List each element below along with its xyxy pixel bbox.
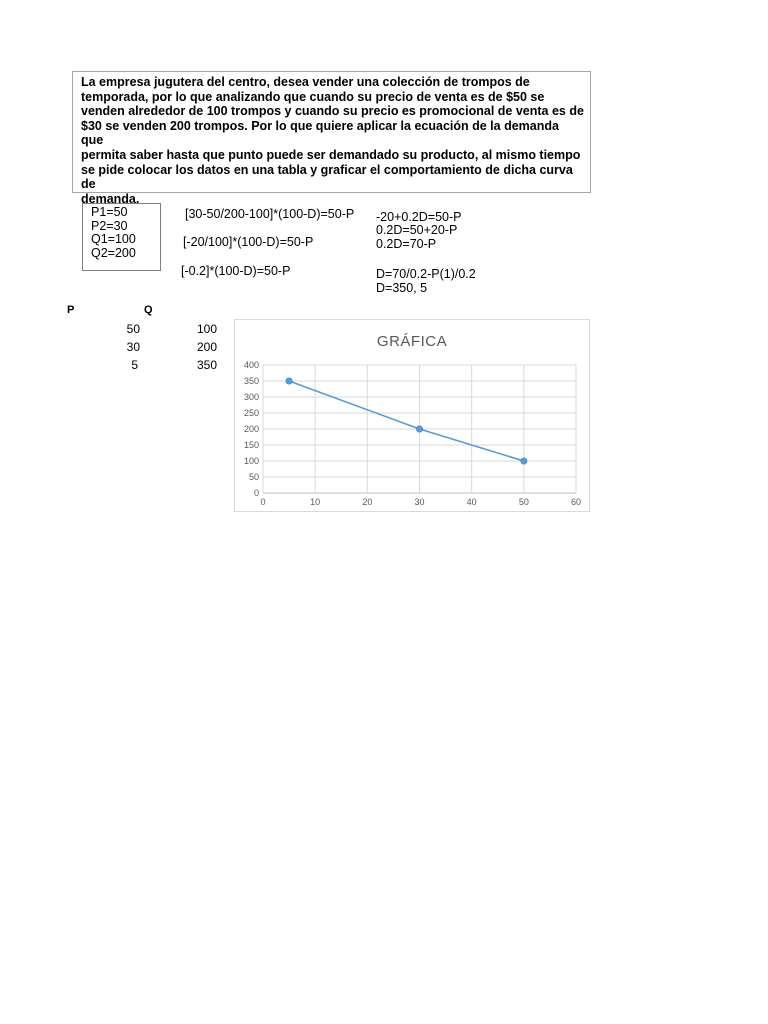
- step-left-1: [30-50/200-100]*(100-D)=50-P: [185, 207, 355, 221]
- x-tick-label: 10: [310, 497, 321, 507]
- variables-box: [82, 203, 161, 271]
- step-left-2: [-20/100]*(100-D)=50-P: [183, 235, 314, 249]
- step-right-5: D=350, 5: [376, 281, 428, 295]
- y-tick-label: 200: [243, 424, 259, 434]
- y-tick-label: 0: [253, 488, 259, 498]
- x-tick-label: 20: [362, 497, 373, 507]
- problem-line: permita saber hasta que punto puede ser demandado su producto, al mismo tiempo: [81, 147, 581, 162]
- data-point: [416, 426, 422, 432]
- x-tick-label: 50: [518, 497, 529, 507]
- chart-title: GRÁFICA: [376, 333, 448, 350]
- problem-line: La empresa jugutera del centro, desea vender una colección de trompos de: [81, 75, 530, 89]
- table-cell-p: 5: [131, 358, 138, 372]
- y-tick-label: 150: [243, 440, 259, 450]
- y-tick-label: 250: [243, 408, 259, 418]
- problem-line: $30 se venden 200 trompos. Por lo que quiere aplicar la ecuación de la demanda que: [81, 118, 559, 148]
- demand-chart: [234, 319, 590, 512]
- table-header-p: P: [67, 304, 75, 316]
- chart-svg: [235, 320, 589, 511]
- problem-line: demanda.: [81, 191, 140, 206]
- table-cell-p: 30: [126, 340, 140, 354]
- step-right-3: 0.2D=70-P: [376, 237, 437, 251]
- problem-line: venden alrededor de 100 trompos y cuando su precio es promocional de venta es de: [81, 104, 584, 119]
- y-tick-label: 100: [243, 456, 259, 466]
- table-cell-q: 350: [196, 358, 217, 372]
- variable-p2: P2=30: [91, 218, 128, 233]
- x-tick-label: 40: [466, 497, 477, 507]
- x-tick-label: 30: [414, 497, 425, 507]
- demand-series-line: [289, 381, 524, 461]
- problem-line: temporada, por lo que analizando que cuando su precio de venta es de $50 se: [81, 89, 545, 104]
- table-header-q: Q: [144, 304, 153, 316]
- x-tick-label: 0: [260, 497, 266, 507]
- x-tick-label: 60: [570, 497, 582, 507]
- y-tick-label: 50: [248, 472, 259, 482]
- variable-p1: P1=50: [91, 205, 128, 219]
- step-right-2: 0.2D=50+20-P: [376, 223, 458, 237]
- y-tick-label: 400: [243, 360, 259, 370]
- problem-statement: [72, 71, 591, 206]
- table-cell-q: 200: [196, 340, 217, 354]
- step-right-1: -20+0.2D=50-P: [376, 210, 462, 224]
- data-point: [521, 458, 527, 464]
- variable-q2: Q2=200: [91, 245, 136, 260]
- variable-q1: Q1=100: [91, 232, 136, 247]
- table-cell-p: 50: [126, 322, 140, 336]
- step-left-3: [-0.2]*(100-D)=50-P: [181, 264, 291, 278]
- problem-line: se pide colocar los datos en una tabla y graficar el comportamiento de dicha curva de: [81, 162, 573, 192]
- step-right-4: D=70/0.2-P(1)/0.2: [376, 267, 476, 281]
- y-tick-label: 300: [243, 392, 259, 402]
- y-tick-label: 350: [243, 376, 259, 386]
- data-point: [286, 378, 292, 384]
- table-cell-q: 100: [196, 322, 217, 336]
